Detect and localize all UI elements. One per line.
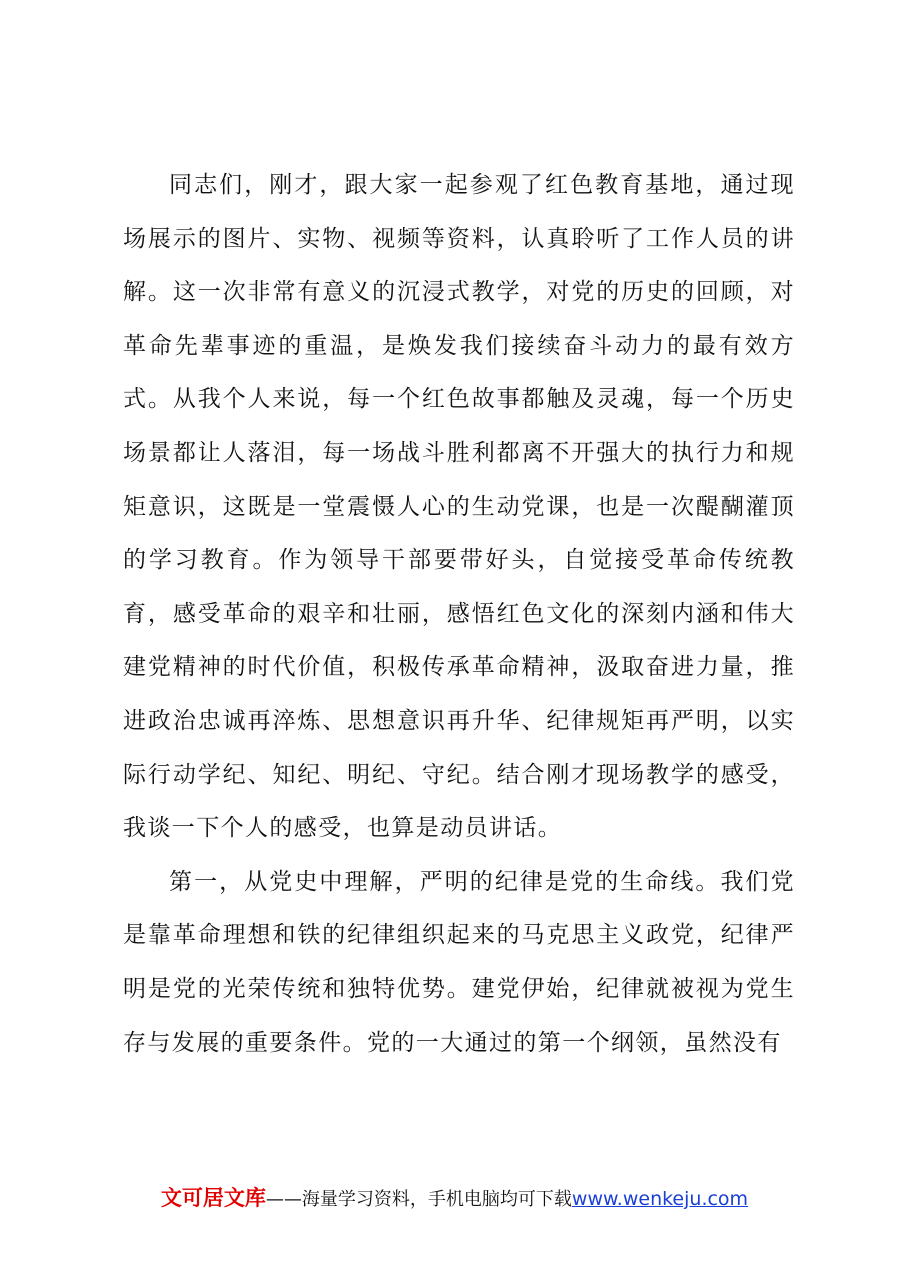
paragraph-intro: 同志们，刚才，跟大家一起参观了红色教育基地，通过现场展示的图片、实物、视频等资料，认真聆听了工作人员的讲解。这一次非常有意义的沉浸式教学，对党的历史的回顾，对革命先辈事迹的重温，是焕发我们接续奋斗动力的最有效方式。从我个人来说，每一个红色故事都触及灵魂，每一个历史场景都让人落泪，每一场战斗胜利都离不开强大的执行力和规矩意识，这既是一堂震慑人心的生动党课，也是一次醍醐灌顶的学习教育。作为领导干部要带好头，自觉接受革命传统教育，感受革命的艰辛和壮丽，感悟红色文化的深刻内涵和伟大建党精神的时代价值，积极传承革命精神，汲取奋进力量，推进政治忠诚再淬炼、思想意识再升华、纪律规矩再严明，以实际行动学纪、知纪、明纪、守纪。结合刚才现场教学的感受，我谈一下个人的感受，也算是动员讲话。 (123, 172, 795, 842)
footer-brand: 文可居文库 (160, 1186, 266, 1210)
page-footer (0, 1182, 909, 1212)
footer-slogan: ——海量学习资料，手机电脑均可下载 (265, 1189, 572, 1210)
document-body (123, 159, 795, 1070)
footer-website-link[interactable]: www.wenkeju.com (571, 1188, 749, 1210)
paragraph-point-one: 第一，从党史中理解，严明的纪律是党的生命线。我们党是靠革命理想和铁的纪律组织起来的马克思主义政党，纪律严明是党的光荣传统和独特优势。建党伊始，纪律就被视为党生存与发展的重要条件。党的一大通过的第一个纲领，虽然没有 (123, 868, 795, 1056)
